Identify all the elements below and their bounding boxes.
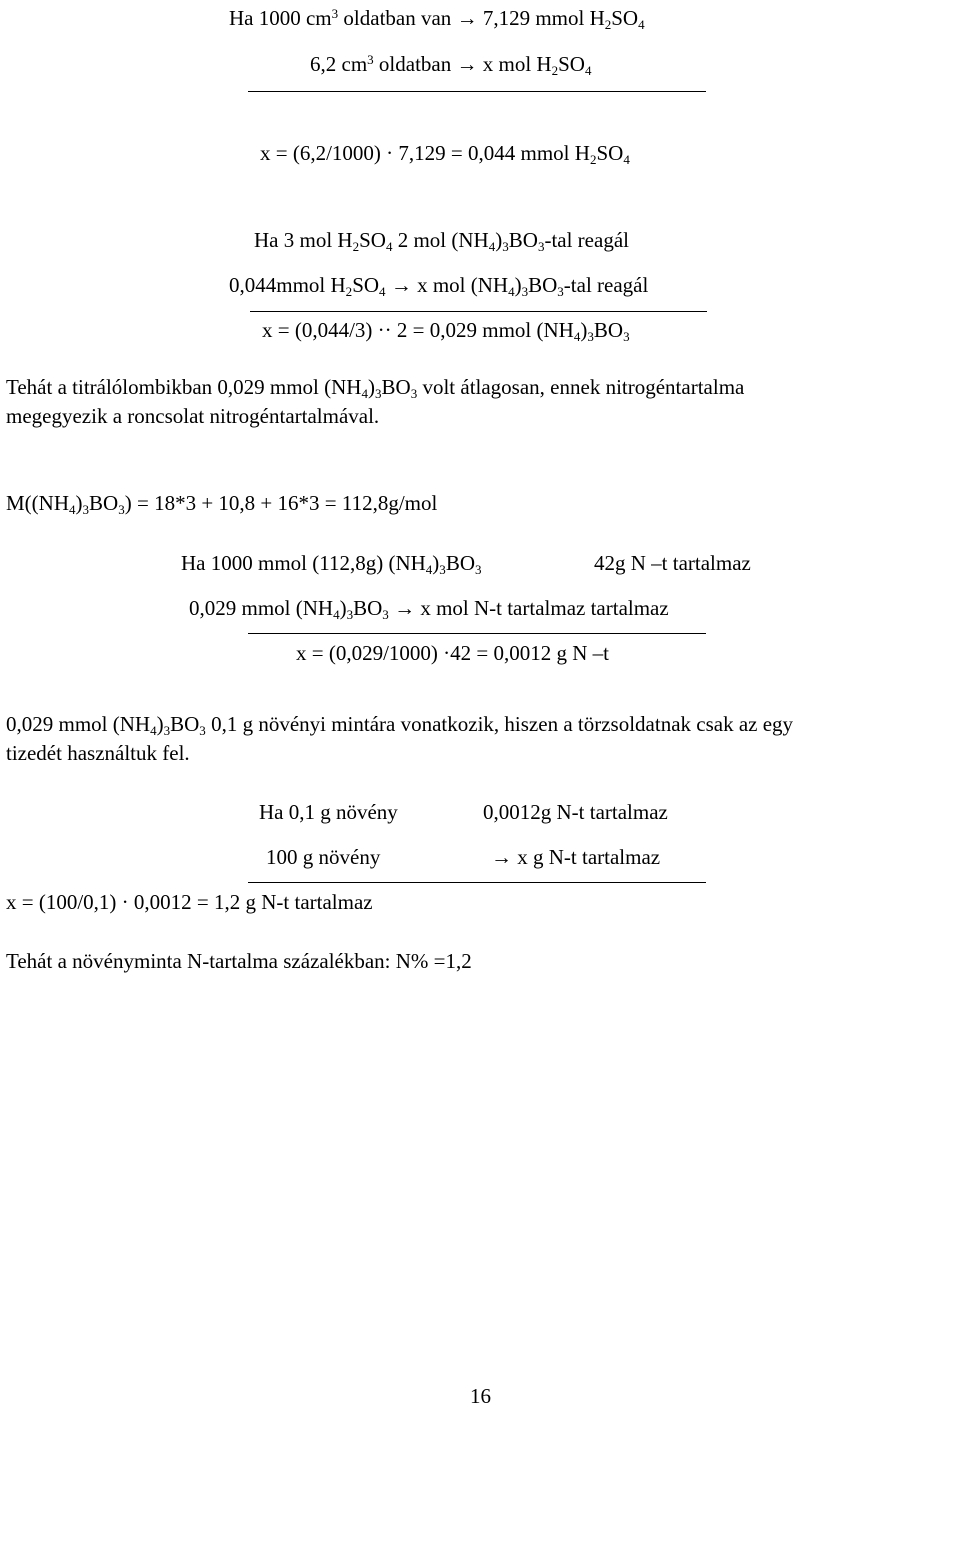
block3-line1-left: Ha 1000 mmol (112,8g) $(NH_4)_3BO_3$ <box>181 551 482 577</box>
arrow-right-icon: → <box>491 845 512 869</box>
block3-line1-right: 42g N –t tartalmaz <box>594 551 751 575</box>
block4-line2-left: 100 g növény <box>266 845 381 869</box>
block3-line2: 0,029 mmol $(NH_4)_3BO_3 \to x$ mol N-t tartalmaz tartalmaz <box>189 596 669 622</box>
multiply-dot: · <box>121 890 129 914</box>
arrow-right-icon: → <box>394 596 416 620</box>
multiply-dot: · <box>443 641 451 665</box>
block4-line3: x = (100/0,1) · 0,0012 = 1,2 g N-t tartalmaz <box>6 890 373 914</box>
block1-line3: x = (6,2/1000) · 7,129 = 0,044 mmol $H_2SO_4$ <box>260 141 630 167</box>
paragraph2-line1: 0,029 mmol $(NH_4)_3BO_3$ 0,1 g növényi mintára vonatkozik, hiszen a törzsoldatnak csak az egy <box>6 712 794 738</box>
block3-line3: x = (0,029/1000) ·42 = 0,0012 g N –t <box>296 641 610 665</box>
block4-line2-right: → x g N-t tartalmaz <box>491 845 661 869</box>
multiply-dot: · <box>386 141 394 165</box>
block4-line1-left: Ha 0,1 g növény <box>259 800 398 824</box>
block2-line1: Ha 3 mol $H_2SO_4$ 2 mol $(NH_4)_3BO_3$-tal reagál <box>254 228 629 254</box>
block2-line3: x = (0,044/3) ·· 2 = 0,029 mmol $(NH_4)_3BO_3$ <box>262 318 630 344</box>
arrow-right-icon: → <box>456 52 478 76</box>
paragraph2-line2: tizedét használtuk fel. <box>6 741 190 765</box>
block2-line2: 0,044mmol $H_2SO_4 \to x$ mol $(NH_4)_3BO_3$-tal reagál <box>229 273 649 299</box>
molar-mass-line: $M((NH_4)_3BO_3) = 18*3 + 10,8 + 16*3 = 112,8g/mol$ <box>6 491 438 517</box>
divider-rule <box>250 311 707 312</box>
arrow-right-icon: → <box>456 6 478 30</box>
conclusion-line: Tehát a növényminta N-tartalma százalékban: N% =1,2 <box>6 949 472 973</box>
arrow-right-icon: → <box>390 273 412 297</box>
multiply-dot: ·· <box>377 318 392 342</box>
paragraph1-line2: megegyezik a roncsolat nitrogéntartalmával. <box>6 404 380 428</box>
page-number: 16 <box>470 1384 491 1408</box>
divider-rule <box>248 633 706 634</box>
block4-line1-right: 0,0012g N-t tartalmaz <box>483 800 668 824</box>
divider-rule <box>248 91 706 92</box>
divider-rule <box>248 882 706 883</box>
block1-line1: Ha 1000 $cm^3$ oldatban van → 7,129 mmol $H_2SO_4$ <box>229 5 645 32</box>
block1-line2: 6,2 $cm^3$ oldatban → x mol $H_2SO_4$ <box>310 51 592 78</box>
paragraph1-line1: Tehát a titrálólombikban 0,029 mmol $(NH_4)_3BO_3$ volt átlagosan, ennek nitrogéntartalma <box>6 375 745 401</box>
